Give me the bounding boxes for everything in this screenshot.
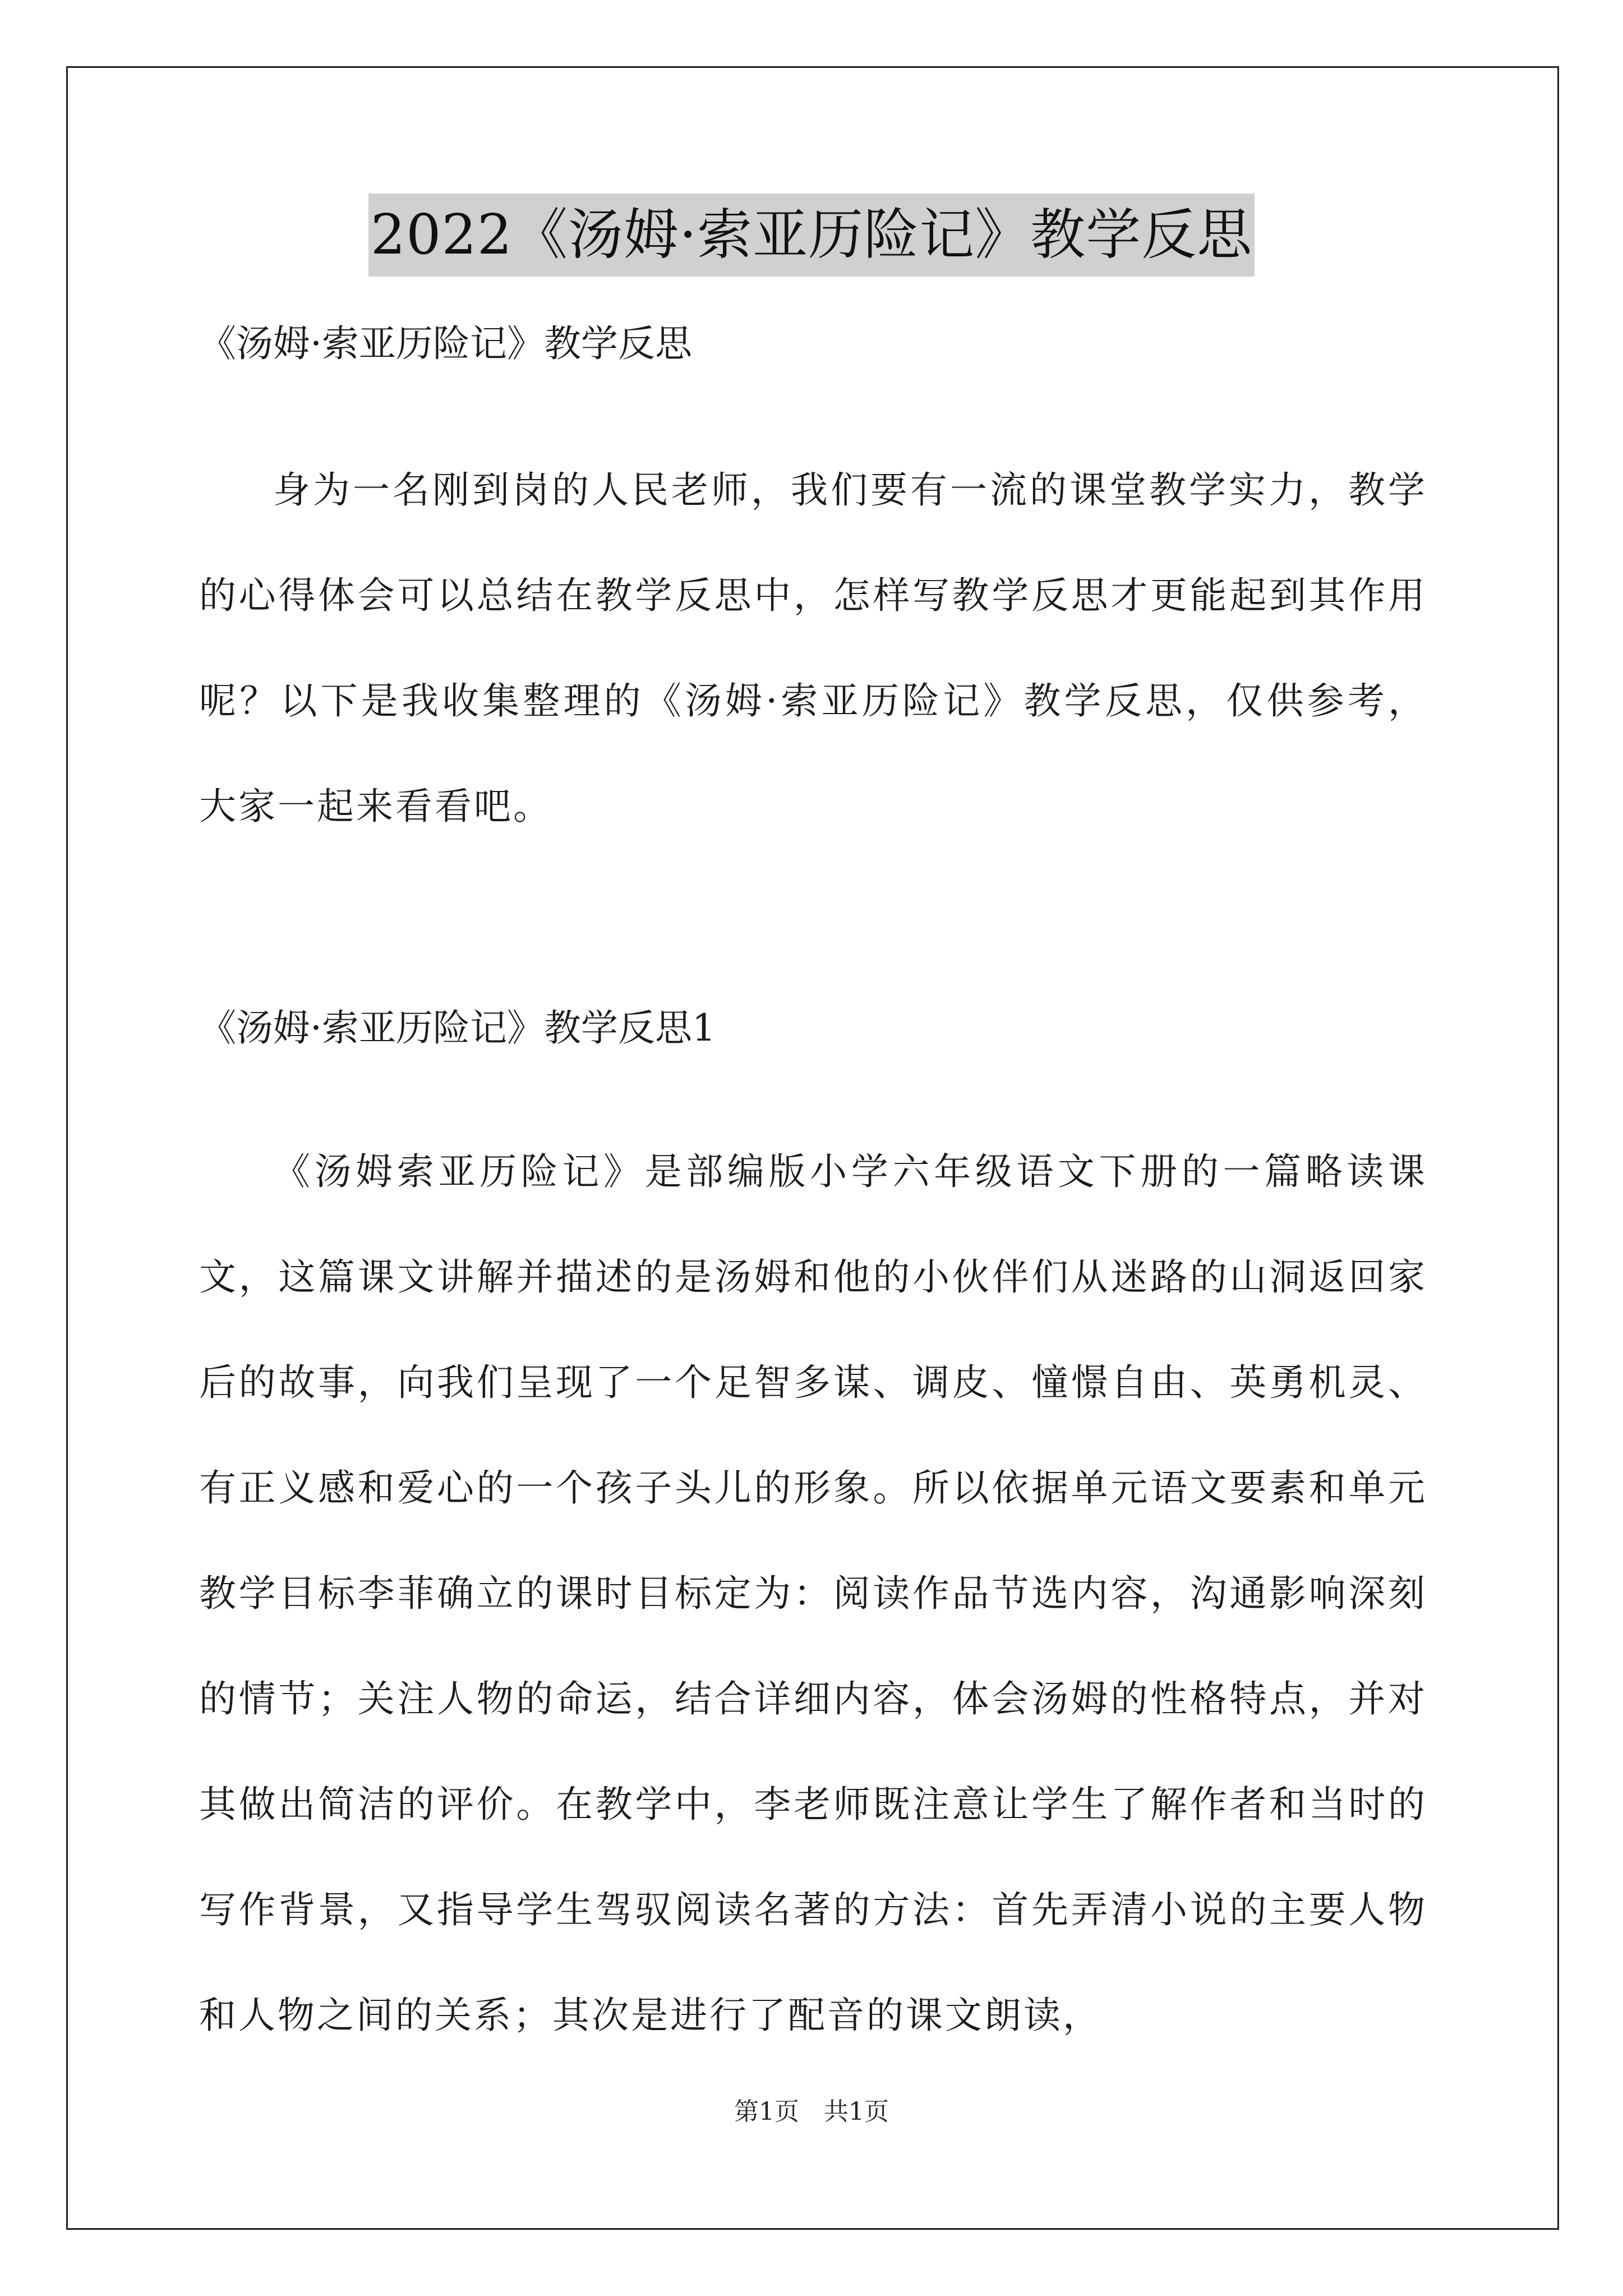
title-container: [0, 194, 1623, 277]
intro-heading: 《汤姆·索亚历险记》教学反思: [199, 322, 692, 365]
intro-paragraph: 身为一名刚到岗的人民老师，我们要有一流的课堂教学实力，教学的心得体会可以总结在教学反思中，怎样写教学反思才更能起到其作用呢？以下是我收集整理的《汤姆·索亚历险记》教学反思，仅供参考，大家一起来看看吧。: [199, 468, 1427, 828]
section-heading: 《汤姆·索亚历险记》教学反思1: [199, 1006, 716, 1050]
document-title: 2022《汤姆·索亚历险记》教学反思: [368, 194, 1255, 277]
page-footer: [0, 2095, 1623, 2129]
section-paragraph: 《汤姆索亚历险记》是部编版小学六年级语文下册的一篇略读课文，这篇课文讲解并描述的是汤姆和他的小伙伴们从迷路的山洞返回家后的故事，向我们呈现了一个足智多谋、调皮、憧憬自由、英勇机灵、有正义感和爱心的一个孩子头儿的形象。所以依据单元语文要素和单元教学目标李菲确立的课时目标定为：阅读作品节选内容，沟通影响深刻的情节；关注人物的命运，结合详细内容，体会汤姆的性格特点，并对其做出简洁的评价。在教学中，李老师既注意让学生了解作者和当时的写作背景，又指导学生驾驭阅读名著的方法：首先弄清小说的主要人物和人物之间的关系；其次是进行了配音的课文朗读，: [199, 1150, 1427, 2037]
page-number-label: 第1页 共1页: [734, 2097, 889, 2126]
